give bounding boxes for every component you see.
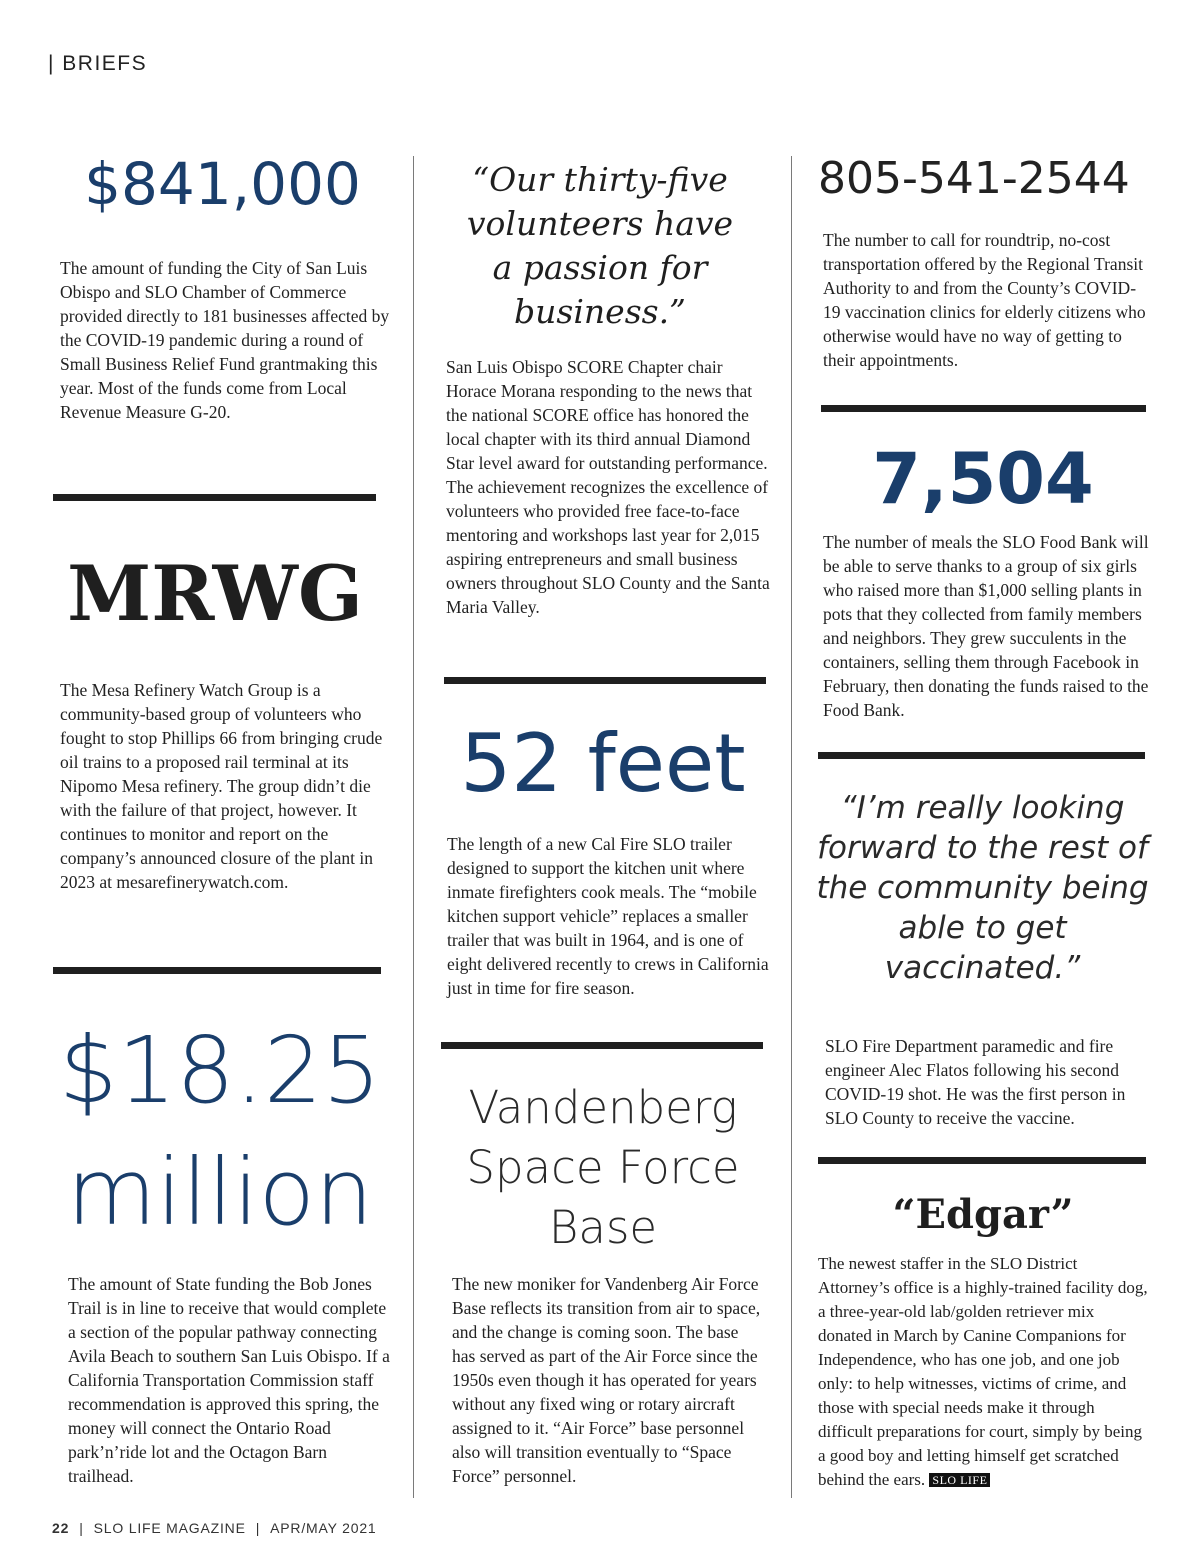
divider-bar (818, 752, 1145, 759)
headline-18-25-million (50, 1010, 390, 1254)
brief-text-phone-number: The number to call for roundtrip, no-cost transportation offered by the Regional Transit Authority to and from the County’s COVID-19 vaccination clinics for elderly citizens who otherwise would have no way of getting to their appointments. (823, 230, 1146, 370)
brief-text-flatos: SLO Fire Department paramedic and fire engineer Alec Flatos following his second COVID-19 shot. He was the first person in SLO County to receive the vaccine. (825, 1036, 1126, 1128)
magazine-name: SLO LIFE MAGAZINE (93, 1520, 246, 1536)
brief-text-7504: The number of meals the SLO Food Bank will be able to serve thanks to a group of six girls who raised more than $1,000 selling plants in pots that they collected from family members and neighbors. They grew succulents in the containers, selling them through Facebook in February, then donating the funds raised to the Food Bank. (823, 532, 1149, 720)
quote-score: “Our thirty-five volunteers have a passion for business.” (466, 160, 734, 331)
footer-separator: | (79, 1520, 84, 1536)
brief-text-841000: The amount of funding the City of San Luis Obispo and SLO Chamber of Commerce provided directly to 181 businesses affected by the COVID-19 pandemic during a round of Small Business Relief Fund grantmaking this year. Most of the funds come from Local Revenue Measure G-20. (60, 258, 390, 422)
headline-vandenberg (428, 1078, 778, 1258)
divider-bar (818, 1157, 1146, 1164)
headline-phone-number: 805-541-2544 (818, 153, 1130, 204)
page-number: 22 (52, 1520, 70, 1536)
page-footer (52, 1520, 377, 1536)
column-divider-left (413, 156, 414, 1498)
headline-edgar: “Edgar” (892, 1191, 1074, 1238)
headline-vandenberg-line1: Vandenberg (468, 1081, 738, 1134)
divider-bar (53, 967, 381, 974)
issue-date: APR/MAY 2021 (270, 1520, 377, 1536)
headline-vandenberg-line3: Base (548, 1201, 658, 1254)
brief-text-vandenberg: The new moniker for Vandenberg Air Force Base reflects its transition from air to space, and the change is coming soon. The base has served as part of the Air Force since the 1950s even though it has operated for years without any fixed wing or rotary aircraft assigned to it. “Air Force” base personnel also will transition eventually to “Space Force” personnel. (452, 1274, 761, 1486)
headline-7504: 7,504 (872, 438, 1094, 520)
section-label: | BRIEFS (48, 52, 148, 75)
headline-mrwg: MRWG (67, 549, 363, 638)
column-divider-right (791, 156, 792, 1498)
brief-text-52-feet: The length of a new Cal Fire SLO trailer designed to support the kitchen unit where inmate firefighters cook meals. The “mobile kitchen support vehicle” replaces a smaller trailer that was built in 1964, and is one of eight delivered recently to crews in California just in time for fire season. (447, 834, 769, 998)
brief-text-edgar (818, 1252, 1148, 1492)
divider-bar (444, 677, 766, 684)
brief-text-edgar-body: The newest staffer in the SLO District Attorney’s office is a highly-trained facility dog, a three-year-old lab/golden retriever mix donated in March by Canine Companions for Independence, who has one job, and one job only: to help witnesses, victims of crime, and those with special needs make it through difficult preparations for court, simply by being a good boy and letting himself get scratched behind the ears. (818, 1254, 1148, 1489)
footer-separator: | (255, 1520, 261, 1536)
brief-text-score: San Luis Obispo SCORE Chapter chair Horace Morana responding to the news that the national SCORE office has honored the local chapter with its third annual Diamond Star level award for outstanding performance. The achievement recognizes the excellence of volunteers who provided free face-to-face mentoring and workshops last year for 2,015 aspiring entrepreneurs and small business owners throughout SLO County and the Santa Maria Valley. (446, 357, 770, 617)
quote-flatos: “I’m really looking forward to the rest of the community being able to get vaccinated.” (816, 790, 1149, 986)
headline-million: million (66, 1139, 374, 1246)
headline-52-feet: 52 feet (460, 717, 746, 810)
headline-vandenberg-line2: Space Force (466, 1141, 740, 1194)
divider-bar (53, 494, 376, 501)
headline-841000: $841,000 (84, 150, 361, 218)
end-tag-slo-life: SLO LIFE (929, 1473, 990, 1487)
brief-text-mrwg: The Mesa Refinery Watch Group is a community-based group of volunteers who fought to stop Phillips 66 from bringing crude oil trains to a proposed rail terminal at its Nipomo Mesa refinery. The group didn’t die with the failure of that project, however. It continues to monitor and report on the company’s announced closure of the plant in 2023 at mesarefinerywatch.com. (60, 680, 383, 892)
divider-bar (441, 1042, 763, 1049)
divider-bar (821, 405, 1146, 412)
brief-text-bob-jones-trail: The amount of State funding the Bob Jones Trail is in line to receive that would complete a section of the popular pathway connecting Avila Beach to southern San Luis Obispo. If a California Transportation Commission staff recommendation is approved this spring, the money will connect the Ontario Road park’n’ride lot and the Octagon Barn trailhead. (68, 1274, 390, 1486)
headline-18-25: $18.25 (59, 1017, 381, 1124)
